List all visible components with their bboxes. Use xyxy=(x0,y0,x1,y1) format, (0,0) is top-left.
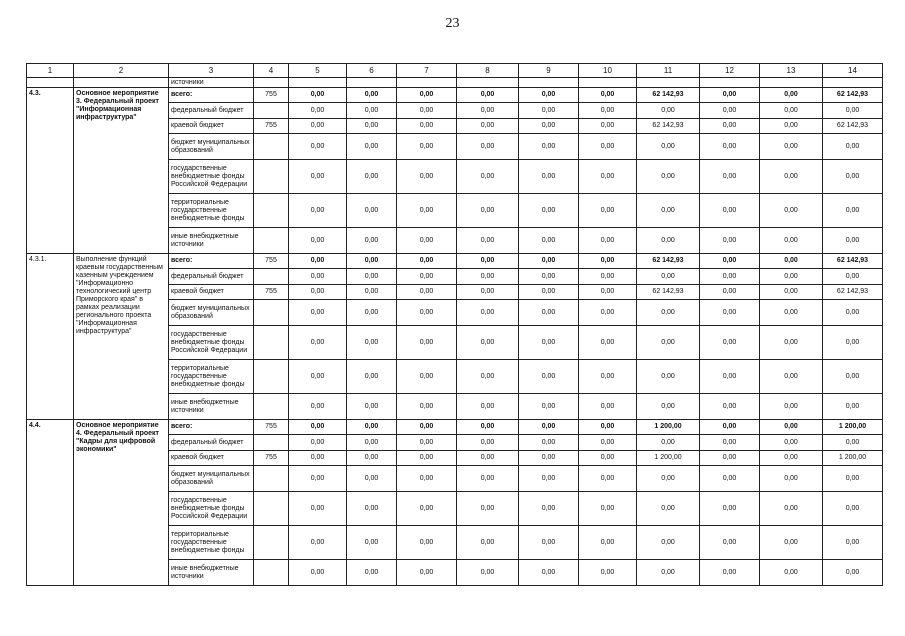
value-cell: 62 142,93 xyxy=(823,254,883,269)
funding-source-cell: краевой бюджет xyxy=(169,119,254,134)
value-cell: 0,00 xyxy=(519,420,579,435)
value-cell: 0,00 xyxy=(519,194,579,228)
value-cell: 0,00 xyxy=(457,194,519,228)
value-cell: 0,00 xyxy=(760,492,823,526)
carry-empty-cell xyxy=(700,78,760,88)
value-cell: 0,00 xyxy=(823,326,883,360)
value-cell: 0,00 xyxy=(579,269,637,285)
header-cell-7: 7 xyxy=(397,64,457,78)
value-cell: 0,00 xyxy=(457,560,519,586)
value-cell: 0,00 xyxy=(397,326,457,360)
value-cell: 0,00 xyxy=(579,119,637,134)
value-cell: 0,00 xyxy=(347,254,397,269)
header-cell-4: 4 xyxy=(254,64,289,78)
value-cell: 0,00 xyxy=(700,394,760,420)
header-cell-2: 2 xyxy=(74,64,169,78)
value-cell: 0,00 xyxy=(579,435,637,451)
value-cell: 0,00 xyxy=(457,254,519,269)
value-cell: 0,00 xyxy=(700,451,760,466)
value-cell: 0,00 xyxy=(760,360,823,394)
value-cell: 0,00 xyxy=(700,228,760,254)
value-cell: 0,00 xyxy=(579,300,637,326)
value-cell: 0,00 xyxy=(519,466,579,492)
value-cell: 0,00 xyxy=(760,285,823,300)
header-cell-1: 1 xyxy=(27,64,74,78)
table-row xyxy=(27,254,883,269)
value-cell: 0,00 xyxy=(457,134,519,160)
value-cell: 0,00 xyxy=(289,526,347,560)
value-cell: 0,00 xyxy=(760,394,823,420)
value-cell: 0,00 xyxy=(519,435,579,451)
carry-over-row xyxy=(27,78,883,88)
value-cell: 0,00 xyxy=(700,360,760,394)
value-cell: 0,00 xyxy=(760,160,823,194)
value-cell: 0,00 xyxy=(579,560,637,586)
value-cell: 0,00 xyxy=(347,285,397,300)
section-name-cell: Основное мероприятие 3. Федеральный проект "Информационная инфраструктура" xyxy=(74,88,169,254)
value-cell: 0,00 xyxy=(519,160,579,194)
value-cell: 0,00 xyxy=(760,526,823,560)
value-cell: 0,00 xyxy=(637,228,700,254)
value-cell: 1 200,00 xyxy=(637,451,700,466)
value-cell: 0,00 xyxy=(457,119,519,134)
value-cell: 0,00 xyxy=(637,435,700,451)
value-cell: 0,00 xyxy=(289,285,347,300)
funding-source-cell: краевой бюджет xyxy=(169,285,254,300)
value-cell: 0,00 xyxy=(637,103,700,119)
value-cell: 0,00 xyxy=(579,526,637,560)
value-cell: 0,00 xyxy=(579,394,637,420)
value-cell: 0,00 xyxy=(637,360,700,394)
value-cell: 0,00 xyxy=(347,526,397,560)
value-cell: 0,00 xyxy=(397,300,457,326)
value-cell: 0,00 xyxy=(289,451,347,466)
value-cell: 0,00 xyxy=(760,254,823,269)
value-cell: 0,00 xyxy=(289,134,347,160)
value-cell: 0,00 xyxy=(700,285,760,300)
value-cell: 0,00 xyxy=(347,560,397,586)
header-cell-9: 9 xyxy=(519,64,579,78)
value-cell: 0,00 xyxy=(823,394,883,420)
funding-source-cell: федеральный бюджет xyxy=(169,435,254,451)
value-cell: 0,00 xyxy=(760,103,823,119)
value-cell: 0,00 xyxy=(397,119,457,134)
value-cell: 0,00 xyxy=(637,134,700,160)
value-cell: 0,00 xyxy=(637,194,700,228)
value-cell: 0,00 xyxy=(700,254,760,269)
carry-name-cell xyxy=(74,78,169,88)
value-cell: 1 200,00 xyxy=(823,420,883,435)
value-cell: 0,00 xyxy=(579,160,637,194)
value-cell: 0,00 xyxy=(289,103,347,119)
carry-empty-cell xyxy=(289,78,347,88)
carry-empty-cell xyxy=(637,78,700,88)
value-cell: 0,00 xyxy=(347,451,397,466)
value-cell: 0,00 xyxy=(700,160,760,194)
grbs-code-cell xyxy=(254,466,289,492)
value-cell: 0,00 xyxy=(519,119,579,134)
funding-source-cell: бюджет муниципальных образований xyxy=(169,134,254,160)
grbs-code-cell xyxy=(254,492,289,526)
value-cell: 0,00 xyxy=(823,300,883,326)
value-cell: 0,00 xyxy=(579,360,637,394)
value-cell: 0,00 xyxy=(347,134,397,160)
funding-source-cell: территориальные государственные внебюджетные фонды xyxy=(169,526,254,560)
value-cell: 0,00 xyxy=(397,88,457,103)
value-cell: 0,00 xyxy=(289,254,347,269)
value-cell: 0,00 xyxy=(397,526,457,560)
value-cell: 0,00 xyxy=(397,228,457,254)
value-cell: 0,00 xyxy=(289,560,347,586)
value-cell: 0,00 xyxy=(700,103,760,119)
value-cell: 0,00 xyxy=(289,435,347,451)
value-cell: 0,00 xyxy=(700,435,760,451)
value-cell: 0,00 xyxy=(289,420,347,435)
header-cell-3: 3 xyxy=(169,64,254,78)
header-cell-11: 11 xyxy=(637,64,700,78)
value-cell: 0,00 xyxy=(397,160,457,194)
value-cell: 0,00 xyxy=(823,526,883,560)
value-cell: 0,00 xyxy=(579,492,637,526)
value-cell: 0,00 xyxy=(579,466,637,492)
value-cell: 0,00 xyxy=(519,526,579,560)
grbs-code-cell: 755 xyxy=(254,119,289,134)
value-cell: 0,00 xyxy=(347,466,397,492)
carry-empty-cell xyxy=(519,78,579,88)
value-cell: 0,00 xyxy=(397,394,457,420)
value-cell: 1 200,00 xyxy=(823,451,883,466)
value-cell: 0,00 xyxy=(823,269,883,285)
value-cell: 0,00 xyxy=(457,360,519,394)
value-cell: 0,00 xyxy=(579,134,637,160)
value-cell: 0,00 xyxy=(637,466,700,492)
table-row xyxy=(27,420,883,435)
funding-source-cell: иные внебюджетные источники xyxy=(169,394,254,420)
value-cell: 0,00 xyxy=(519,560,579,586)
funding-source-cell: федеральный бюджет xyxy=(169,269,254,285)
value-cell: 0,00 xyxy=(637,269,700,285)
value-cell: 0,00 xyxy=(397,451,457,466)
funding-source-cell: иные внебюджетные источники xyxy=(169,560,254,586)
grbs-code-cell: 755 xyxy=(254,451,289,466)
value-cell: 0,00 xyxy=(519,254,579,269)
value-cell: 0,00 xyxy=(760,134,823,160)
value-cell: 0,00 xyxy=(347,435,397,451)
value-cell: 0,00 xyxy=(700,300,760,326)
value-cell: 0,00 xyxy=(760,228,823,254)
value-cell: 0,00 xyxy=(347,88,397,103)
value-cell: 0,00 xyxy=(823,194,883,228)
value-cell: 0,00 xyxy=(637,526,700,560)
value-cell: 0,00 xyxy=(457,435,519,451)
value-cell: 0,00 xyxy=(457,269,519,285)
grbs-code-cell: 755 xyxy=(254,88,289,103)
grbs-code-cell xyxy=(254,526,289,560)
value-cell: 62 142,93 xyxy=(637,254,700,269)
value-cell: 0,00 xyxy=(579,194,637,228)
value-cell: 1 200,00 xyxy=(637,420,700,435)
section-name-cell: Выполнение функций краевым государственным казенным учреждением "Информационно технологический центр Приморского края" в рамках реализации регионального проекта "Информационная инфраструктура" xyxy=(74,254,169,420)
section-name-cell: Основное мероприятие 4. Федеральный проект "Кадры для цифровой экономики" xyxy=(74,420,169,586)
grbs-code-cell xyxy=(254,103,289,119)
value-cell: 62 142,93 xyxy=(637,88,700,103)
value-cell: 0,00 xyxy=(397,360,457,394)
value-cell: 0,00 xyxy=(760,119,823,134)
grbs-code-cell: 755 xyxy=(254,420,289,435)
value-cell: 0,00 xyxy=(397,269,457,285)
value-cell: 0,00 xyxy=(519,451,579,466)
value-cell: 0,00 xyxy=(397,435,457,451)
value-cell: 0,00 xyxy=(519,88,579,103)
funding-source-cell: краевой бюджет xyxy=(169,451,254,466)
header-cell-10: 10 xyxy=(579,64,637,78)
header-cell-8: 8 xyxy=(457,64,519,78)
value-cell: 0,00 xyxy=(823,160,883,194)
value-cell: 0,00 xyxy=(579,420,637,435)
value-cell: 0,00 xyxy=(519,300,579,326)
value-cell: 0,00 xyxy=(823,435,883,451)
value-cell: 0,00 xyxy=(579,254,637,269)
value-cell: 0,00 xyxy=(347,326,397,360)
value-cell: 0,00 xyxy=(457,526,519,560)
funding-source-cell: государственные внебюджетные фонды Российской Федерации xyxy=(169,160,254,194)
value-cell: 0,00 xyxy=(347,228,397,254)
section-code-cell: 4.3.1. xyxy=(27,254,74,420)
value-cell: 0,00 xyxy=(637,394,700,420)
value-cell: 0,00 xyxy=(760,466,823,492)
value-cell: 0,00 xyxy=(700,194,760,228)
value-cell: 0,00 xyxy=(700,526,760,560)
value-cell: 0,00 xyxy=(289,492,347,526)
value-cell: 0,00 xyxy=(579,451,637,466)
grbs-code-cell xyxy=(254,300,289,326)
value-cell: 62 142,93 xyxy=(637,285,700,300)
value-cell: 0,00 xyxy=(700,88,760,103)
value-cell: 0,00 xyxy=(289,269,347,285)
table-row xyxy=(27,88,883,103)
funding-source-cell: территориальные государственные внебюджетные фонды xyxy=(169,194,254,228)
value-cell: 0,00 xyxy=(519,103,579,119)
section-code-cell: 4.3. xyxy=(27,88,74,254)
value-cell: 0,00 xyxy=(457,160,519,194)
value-cell: 0,00 xyxy=(347,160,397,194)
header-row xyxy=(27,64,883,78)
value-cell: 0,00 xyxy=(519,360,579,394)
value-cell: 0,00 xyxy=(760,300,823,326)
carry-empty-cell xyxy=(397,78,457,88)
value-cell: 0,00 xyxy=(519,394,579,420)
value-cell: 0,00 xyxy=(457,326,519,360)
value-cell: 0,00 xyxy=(397,194,457,228)
grbs-code-cell xyxy=(254,394,289,420)
section-code-cell: 4.4. xyxy=(27,420,74,586)
value-cell: 0,00 xyxy=(347,420,397,435)
value-cell: 0,00 xyxy=(289,228,347,254)
value-cell: 0,00 xyxy=(347,194,397,228)
value-cell: 0,00 xyxy=(397,466,457,492)
value-cell: 62 142,93 xyxy=(823,119,883,134)
value-cell: 0,00 xyxy=(457,228,519,254)
value-cell: 0,00 xyxy=(700,492,760,526)
value-cell: 0,00 xyxy=(457,451,519,466)
header-cell-14: 14 xyxy=(823,64,883,78)
value-cell: 0,00 xyxy=(289,300,347,326)
value-cell: 0,00 xyxy=(457,285,519,300)
header-cell-13: 13 xyxy=(760,64,823,78)
value-cell: 0,00 xyxy=(579,88,637,103)
funding-source-cell: бюджет муниципальных образований xyxy=(169,466,254,492)
value-cell: 0,00 xyxy=(579,285,637,300)
funding-source-cell: всего: xyxy=(169,420,254,435)
value-cell: 0,00 xyxy=(760,269,823,285)
value-cell: 0,00 xyxy=(760,420,823,435)
value-cell: 0,00 xyxy=(397,134,457,160)
value-cell: 0,00 xyxy=(760,326,823,360)
grbs-code-cell: 755 xyxy=(254,254,289,269)
value-cell: 0,00 xyxy=(289,394,347,420)
header-cell-12: 12 xyxy=(700,64,760,78)
value-cell: 0,00 xyxy=(760,451,823,466)
budget-table-body xyxy=(27,64,883,586)
value-cell: 0,00 xyxy=(700,326,760,360)
value-cell: 0,00 xyxy=(760,435,823,451)
value-cell: 0,00 xyxy=(823,360,883,394)
value-cell: 0,00 xyxy=(579,103,637,119)
value-cell: 0,00 xyxy=(823,228,883,254)
value-cell: 0,00 xyxy=(760,194,823,228)
value-cell: 0,00 xyxy=(700,560,760,586)
value-cell: 0,00 xyxy=(457,88,519,103)
value-cell: 0,00 xyxy=(700,134,760,160)
value-cell: 0,00 xyxy=(519,285,579,300)
funding-source-cell: государственные внебюджетные фонды Российской Федерации xyxy=(169,492,254,526)
value-cell: 0,00 xyxy=(700,420,760,435)
header-cell-5: 5 xyxy=(289,64,347,78)
value-cell: 0,00 xyxy=(823,466,883,492)
value-cell: 0,00 xyxy=(519,228,579,254)
value-cell: 0,00 xyxy=(289,360,347,394)
value-cell: 0,00 xyxy=(289,119,347,134)
value-cell: 0,00 xyxy=(519,326,579,360)
carry-empty-cell xyxy=(347,78,397,88)
grbs-code-cell xyxy=(254,160,289,194)
grbs-code-cell xyxy=(254,560,289,586)
value-cell: 0,00 xyxy=(457,103,519,119)
value-cell: 0,00 xyxy=(457,394,519,420)
grbs-code-cell xyxy=(254,360,289,394)
carry-empty-cell xyxy=(760,78,823,88)
value-cell: 0,00 xyxy=(637,326,700,360)
value-cell: 0,00 xyxy=(397,492,457,526)
carry-empty-cell xyxy=(823,78,883,88)
value-cell: 0,00 xyxy=(579,228,637,254)
value-cell: 0,00 xyxy=(397,254,457,269)
value-cell: 0,00 xyxy=(347,300,397,326)
grbs-code-cell: 755 xyxy=(254,285,289,300)
value-cell: 0,00 xyxy=(347,394,397,420)
value-cell: 0,00 xyxy=(579,326,637,360)
grbs-code-cell xyxy=(254,435,289,451)
value-cell: 0,00 xyxy=(397,103,457,119)
grbs-code-cell xyxy=(254,269,289,285)
value-cell: 0,00 xyxy=(760,88,823,103)
funding-source-cell: всего: xyxy=(169,88,254,103)
value-cell: 0,00 xyxy=(397,285,457,300)
value-cell: 0,00 xyxy=(519,134,579,160)
grbs-code-cell xyxy=(254,326,289,360)
value-cell: 0,00 xyxy=(519,269,579,285)
carry-empty-cell xyxy=(457,78,519,88)
value-cell: 0,00 xyxy=(700,269,760,285)
value-cell: 0,00 xyxy=(289,88,347,103)
value-cell: 0,00 xyxy=(347,119,397,134)
funding-source-cell: территориальные государственные внебюджетные фонды xyxy=(169,360,254,394)
value-cell: 0,00 xyxy=(289,466,347,492)
value-cell: 0,00 xyxy=(760,560,823,586)
grbs-code-cell xyxy=(254,194,289,228)
value-cell: 0,00 xyxy=(637,160,700,194)
carry-source-cell: источники xyxy=(169,78,254,88)
value-cell: 0,00 xyxy=(700,119,760,134)
header-cell-6: 6 xyxy=(347,64,397,78)
value-cell: 0,00 xyxy=(289,326,347,360)
funding-source-cell: иные внебюджетные источники xyxy=(169,228,254,254)
carry-code-cell xyxy=(27,78,74,88)
budget-table xyxy=(26,63,883,586)
value-cell: 0,00 xyxy=(457,466,519,492)
value-cell: 0,00 xyxy=(823,560,883,586)
grbs-code-cell xyxy=(254,134,289,160)
value-cell: 0,00 xyxy=(289,160,347,194)
carry-empty-cell xyxy=(579,78,637,88)
value-cell: 62 142,93 xyxy=(637,119,700,134)
grbs-code-cell xyxy=(254,228,289,254)
value-cell: 0,00 xyxy=(457,492,519,526)
value-cell: 0,00 xyxy=(347,269,397,285)
value-cell: 0,00 xyxy=(700,466,760,492)
carry-empty-cell xyxy=(254,78,289,88)
value-cell: 0,00 xyxy=(637,300,700,326)
value-cell: 0,00 xyxy=(823,103,883,119)
funding-source-cell: всего: xyxy=(169,254,254,269)
value-cell: 0,00 xyxy=(347,360,397,394)
value-cell: 0,00 xyxy=(637,492,700,526)
value-cell: 0,00 xyxy=(397,560,457,586)
value-cell: 0,00 xyxy=(347,492,397,526)
value-cell: 62 142,93 xyxy=(823,285,883,300)
value-cell: 0,00 xyxy=(823,134,883,160)
page-number: 23 xyxy=(445,16,460,31)
value-cell: 0,00 xyxy=(457,300,519,326)
funding-source-cell: федеральный бюджет xyxy=(169,103,254,119)
value-cell: 0,00 xyxy=(637,560,700,586)
value-cell: 0,00 xyxy=(823,492,883,526)
value-cell: 0,00 xyxy=(347,103,397,119)
value-cell: 0,00 xyxy=(397,420,457,435)
value-cell: 0,00 xyxy=(519,492,579,526)
value-cell: 0,00 xyxy=(289,194,347,228)
value-cell: 62 142,93 xyxy=(823,88,883,103)
value-cell: 0,00 xyxy=(457,420,519,435)
funding-source-cell: бюджет муниципальных образований xyxy=(169,300,254,326)
funding-source-cell: государственные внебюджетные фонды Российской Федерации xyxy=(169,326,254,360)
